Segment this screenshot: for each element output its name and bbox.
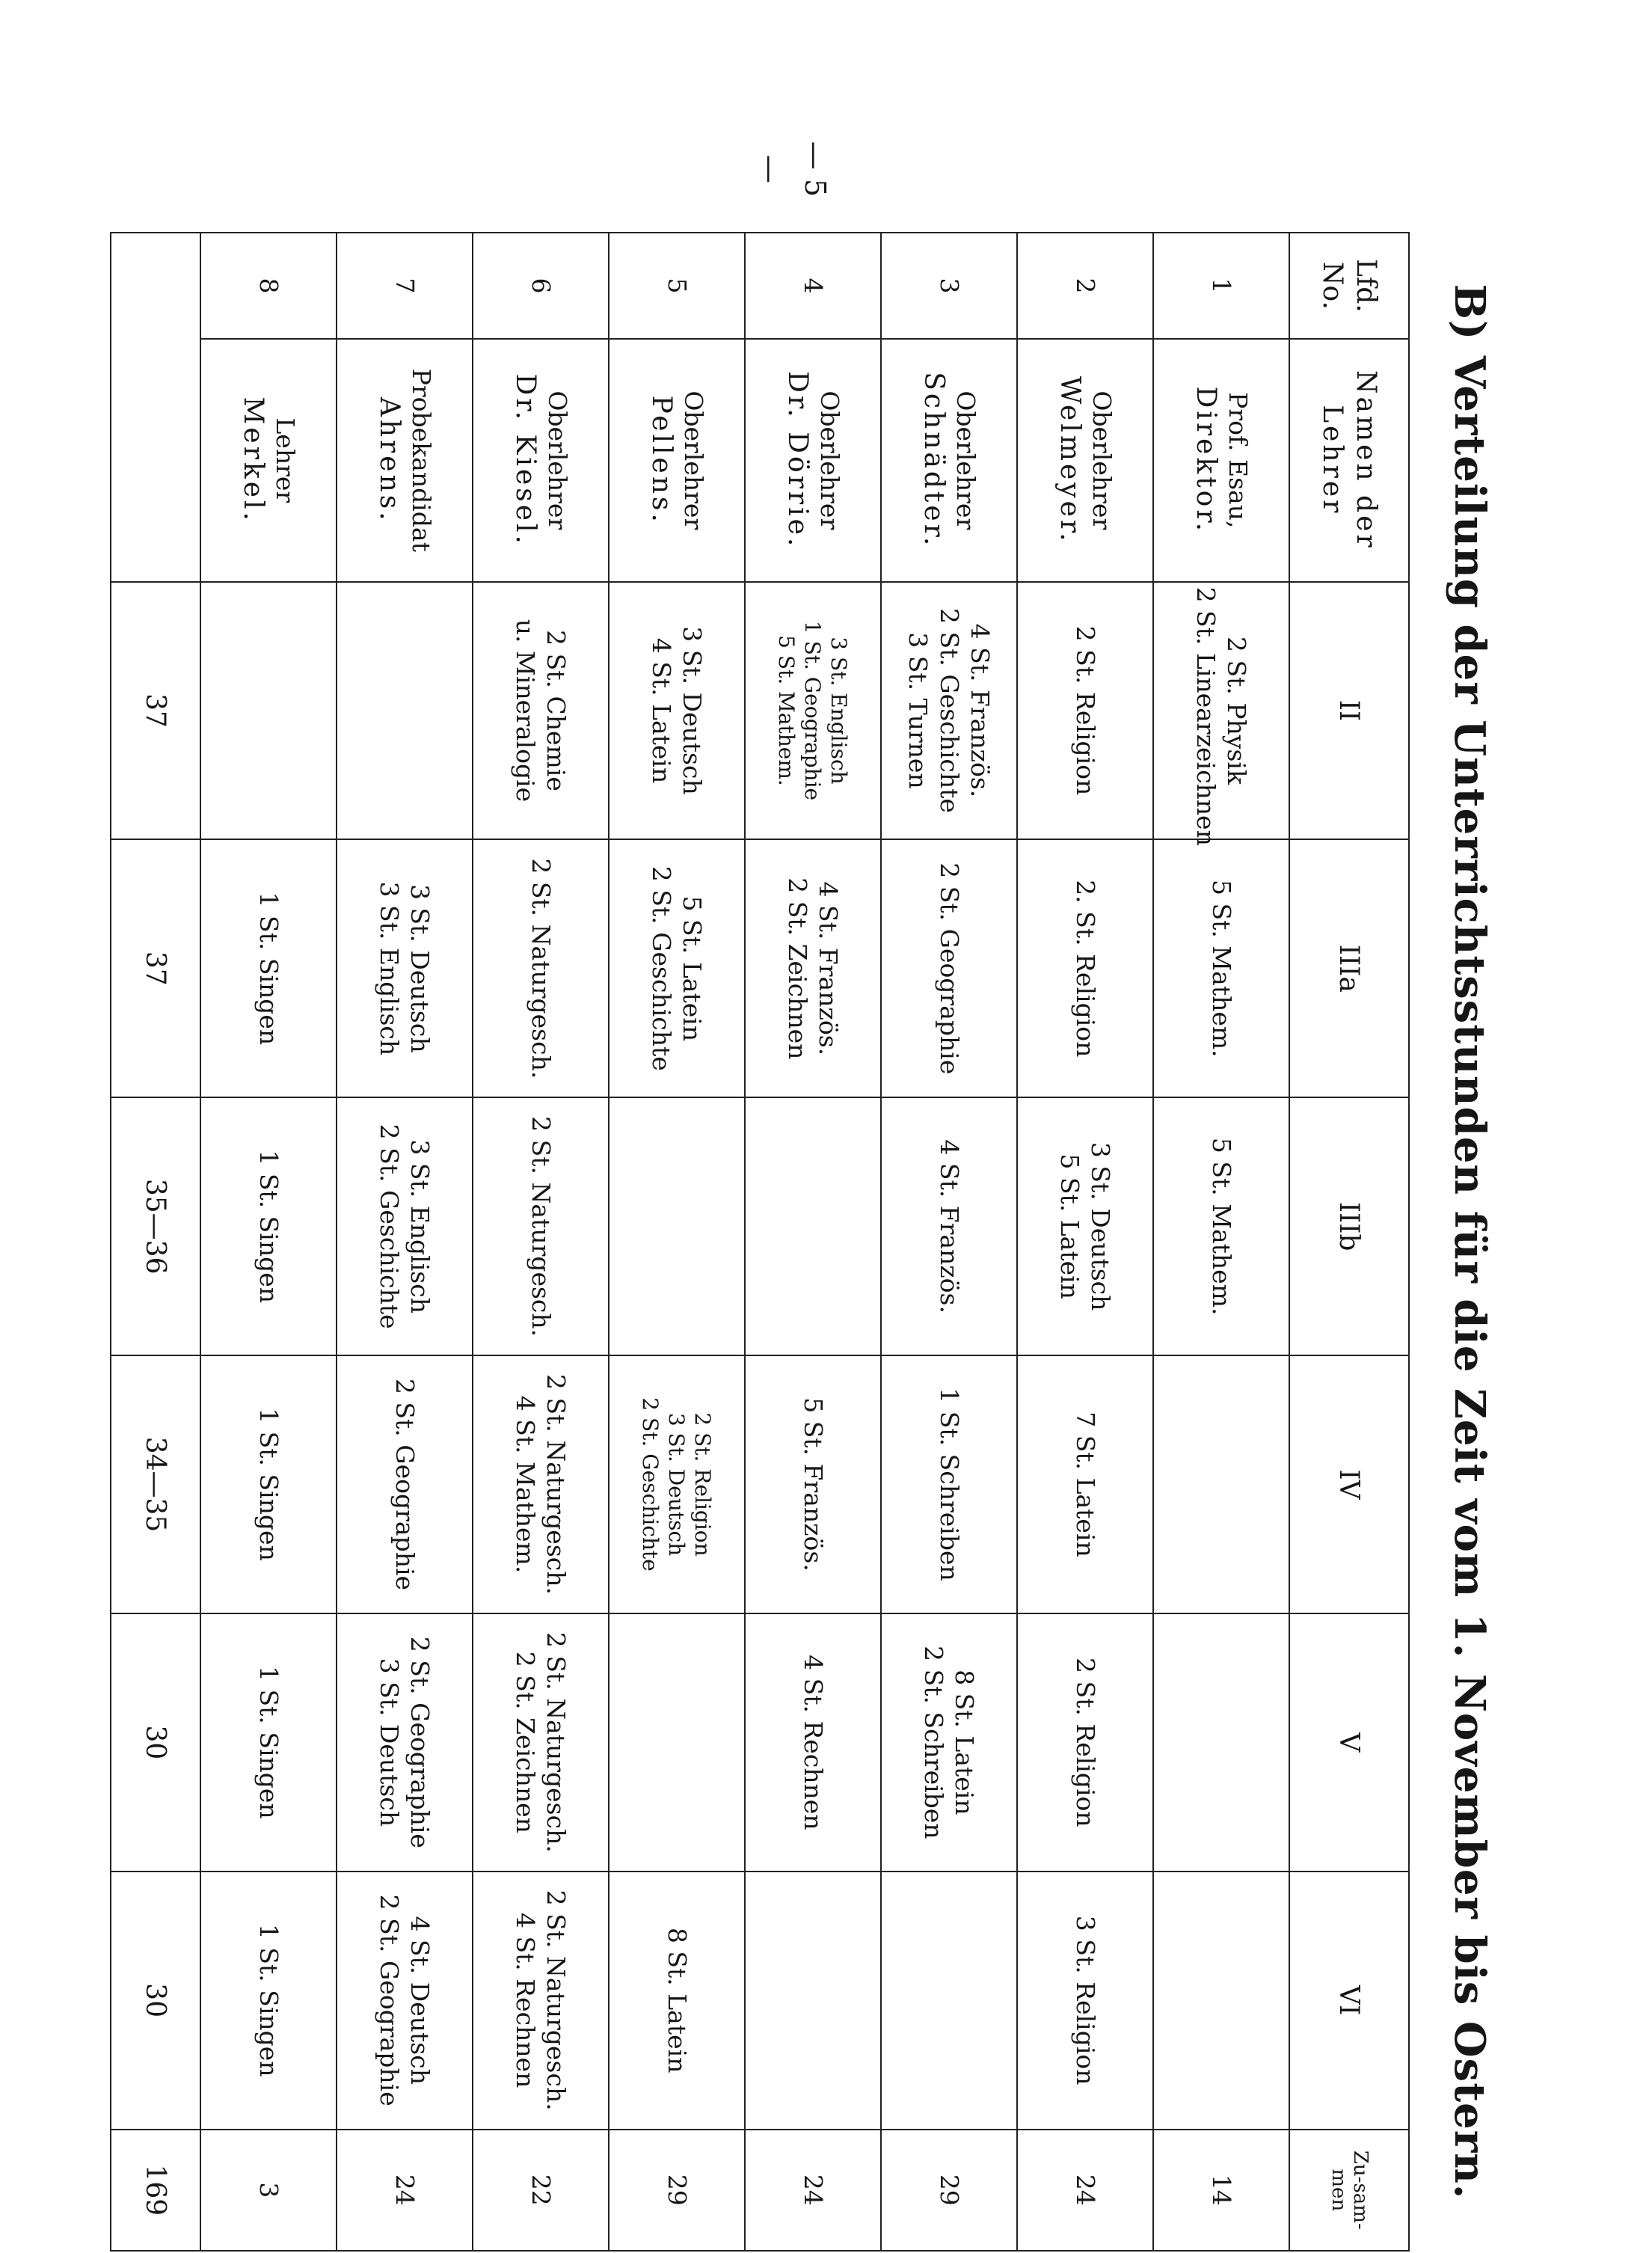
table-row — [609, 233, 745, 2251]
rotated-table-frame — [140, 232, 1514, 2252]
lesson-cell — [609, 1097, 745, 1355]
lesson-cell — [473, 1097, 609, 1355]
teacher-title: Oberlehrer — [543, 390, 573, 530]
teacher-name: Welmeyer. — [1054, 376, 1085, 545]
lesson-entry: 2. St. Religion — [1070, 880, 1100, 1058]
row-sum: 3 — [200, 2130, 337, 2251]
header-no: Lfd. No. — [1289, 233, 1409, 339]
lesson-entry: 2 St. Geschichte — [647, 865, 676, 1071]
header-row — [1289, 233, 1409, 2251]
table-row — [200, 233, 337, 2251]
header-sum: Zu-sam-men — [1289, 2130, 1409, 2251]
lesson-entry: 4 St. Französ. — [814, 881, 844, 1056]
header-class-IIIa: IIIa — [1289, 839, 1409, 1097]
teacher-title: Prof. Esau, — [1223, 392, 1253, 529]
lesson-cell — [1153, 839, 1289, 1097]
lesson-cell — [473, 582, 609, 840]
header-class-V: V — [1289, 1613, 1409, 1872]
lesson-entry: 2 St. Naturgesch. — [541, 1889, 571, 2111]
class-total: 37 — [111, 839, 200, 1097]
lesson-entry: 3 St. Deutsch — [664, 1412, 690, 1557]
lesson-cell — [337, 1613, 473, 1872]
lesson-cell — [200, 1355, 337, 1613]
teacher-name-cell — [881, 339, 1017, 582]
lesson-cell — [745, 839, 881, 1097]
header-teacher-top: Namen der — [1351, 370, 1381, 551]
row-number: 8 — [200, 233, 337, 339]
lesson-entry: 4 St. Rechnen — [511, 1912, 540, 2088]
lesson-cell — [881, 1613, 1017, 1872]
lesson-entry: 2 St. Geographie — [405, 1636, 435, 1848]
teacher-name: Pellens. — [645, 395, 677, 525]
header-class-VI: VI — [1289, 1872, 1409, 2130]
lesson-cell — [200, 1097, 337, 1355]
lesson-entry: 2 St. Geographie — [934, 862, 964, 1075]
lesson-cell — [200, 582, 337, 840]
lesson-entry: 2 St. Geschichte — [638, 1397, 663, 1572]
teacher-name-cell — [609, 339, 745, 582]
lesson-cell — [1153, 1613, 1289, 1872]
lesson-entry: 7 St. Latein — [1070, 1411, 1100, 1557]
lesson-cell — [745, 582, 881, 840]
grand-total: 169 — [111, 2130, 200, 2251]
lesson-cell — [1017, 582, 1153, 840]
lesson-cell — [1153, 1355, 1289, 1613]
lesson-entry: 2 St. Schreiben — [919, 1646, 948, 1839]
lesson-entry: 2 St. Zeichnen — [783, 877, 812, 1060]
row-number: 1 — [1153, 233, 1289, 339]
row-number: 6 — [473, 233, 609, 339]
row-number: 4 — [745, 233, 881, 339]
lesson-cell — [745, 1872, 881, 2130]
lesson-entry: 3 St. Deutsch — [678, 626, 707, 795]
teacher-title: Oberlehrer — [1087, 390, 1117, 530]
lesson-cell — [609, 582, 745, 840]
teacher-title: Probekandidat — [407, 368, 437, 552]
lesson-cell — [473, 839, 609, 1097]
lesson-entry: 3 St. Deutsch — [1086, 1141, 1116, 1311]
header-teacher — [1289, 339, 1409, 582]
lesson-cell — [200, 839, 337, 1097]
totals-row — [111, 233, 200, 2251]
lesson-cell — [745, 1613, 881, 1872]
lesson-entry: 2 St. Naturgesch. — [541, 1374, 571, 1596]
table-row — [1153, 233, 1289, 2251]
lesson-cell — [609, 839, 745, 1097]
lesson-entry: 5 St. Mathem. — [1206, 1137, 1236, 1316]
row-sum: 24 — [337, 2130, 473, 2251]
lesson-entry: 2 St. Naturgesch. — [526, 858, 556, 1079]
lesson-entry: 2 St. Geographie — [390, 1378, 420, 1591]
lesson-cell — [1017, 1097, 1153, 1355]
lesson-entry: 5 St. Mathem. — [774, 635, 799, 786]
class-total: 30 — [111, 1872, 200, 2130]
lesson-cell — [337, 582, 473, 840]
row-sum: 29 — [609, 2130, 745, 2251]
lesson-entry: 3 St. Deutsch — [405, 884, 435, 1053]
header-class-II: II — [1289, 582, 1409, 840]
lesson-entry: 2 St. Geographie — [375, 1894, 404, 2106]
lesson-entry: 1 St. Geographie — [800, 620, 826, 801]
lesson-entry: 2 St. Chemie — [541, 630, 571, 791]
class-total: 37 — [111, 582, 200, 840]
row-sum: 29 — [881, 2130, 1017, 2251]
lesson-entry: 2 St. Religion — [1070, 625, 1100, 796]
teacher-name: Dr. Kiesel. — [509, 373, 541, 547]
row-number: 2 — [1017, 233, 1153, 339]
lesson-entry: 2 St. Physik — [1222, 637, 1252, 785]
lesson-entry: 1 St. Singen — [254, 1150, 283, 1303]
page-number: — 5 — — [754, 141, 832, 197]
lesson-entry: 8 St. Latein — [662, 1927, 692, 2073]
lesson-entry: 2 St. Naturgesch. — [541, 1631, 571, 1853]
lesson-cell — [745, 1355, 881, 1613]
teacher-title: Oberlehrer — [815, 390, 845, 530]
lesson-entry: 3 St. Englisch — [375, 881, 404, 1056]
lesson-entry: 8 St. Latein — [950, 1670, 980, 1815]
lesson-entry: 3 St. Englisch — [826, 637, 852, 785]
lesson-entry: 3 St. Deutsch — [375, 1658, 404, 1827]
teacher-title: Lehrer — [271, 417, 301, 503]
lesson-entry: 4 St. Mathem. — [511, 1395, 540, 1574]
row-sum: 24 — [745, 2130, 881, 2251]
lesson-cell — [1017, 1355, 1153, 1613]
lesson-cell — [881, 1872, 1017, 2130]
lesson-entry: 4 St. Rechnen — [798, 1655, 828, 1830]
teacher-name-cell — [473, 339, 609, 582]
totals-label-cell — [111, 233, 200, 582]
lesson-cell — [1017, 1613, 1153, 1872]
lesson-entry: 4 St. Französ. — [965, 623, 995, 798]
row-number: 3 — [881, 233, 1017, 339]
lesson-cell — [1017, 839, 1153, 1097]
lesson-cell — [881, 1097, 1017, 1355]
shared-lesson-entry: 3 St. Turnen — [903, 632, 933, 789]
lesson-entry: 2 St. Geschichte — [934, 607, 964, 813]
lesson-cell — [337, 1872, 473, 2130]
row-sum: 14 — [1153, 2130, 1289, 2251]
table-title: B) Verteilung der Unterrichtsstunden für die Zeit vom 1. November bis Ostern. — [1445, 283, 1494, 2200]
schedule-table — [110, 232, 1410, 2252]
lesson-cell — [337, 839, 473, 1097]
lesson-cell — [1153, 1097, 1289, 1355]
lesson-cell — [609, 1355, 745, 1613]
table-row — [337, 233, 473, 2251]
lesson-cell — [473, 1613, 609, 1872]
teacher-name: Ahrens. — [373, 396, 405, 524]
lesson-entry: 5 St. Latein — [1055, 1153, 1084, 1299]
lesson-cell — [881, 1355, 1017, 1613]
table-row — [473, 233, 609, 2251]
table-row — [881, 233, 1017, 2251]
lesson-entry: 3 St. Englisch — [405, 1139, 435, 1314]
lesson-entry: 4 St. Latein — [647, 637, 676, 784]
class-total: 34—35 — [111, 1355, 200, 1613]
lesson-cell — [1153, 1872, 1289, 2130]
lesson-cell — [200, 1872, 337, 2130]
lesson-entry: 3 St. Religion — [1070, 1915, 1100, 2085]
lesson-entry: 2 St. Religion — [1070, 1658, 1100, 1827]
row-number: 5 — [609, 233, 745, 339]
lesson-cell — [473, 1872, 609, 2130]
table-row — [1017, 233, 1153, 2251]
lesson-entry: u. Mineralogie — [511, 619, 540, 803]
lesson-entry: 1 St. Singen — [254, 1923, 283, 2077]
lesson-entry: 2 St. Naturgesch. — [526, 1116, 556, 1337]
lesson-entry: 2 St. Geschichte — [375, 1124, 404, 1329]
lesson-cell — [745, 1097, 881, 1355]
lesson-cell — [609, 1872, 745, 2130]
shared-lesson-entry: 2 St. Linearzeichnen — [1191, 586, 1220, 846]
table-row — [745, 233, 881, 2251]
lesson-entry: 5 St. Mathem. — [1206, 880, 1236, 1058]
teacher-name-cell — [745, 339, 881, 582]
row-sum: 22 — [473, 2130, 609, 2251]
class-total: 30 — [111, 1613, 200, 1872]
lesson-entry: 2 St. Religion — [690, 1412, 716, 1557]
teacher-name-cell — [200, 339, 337, 582]
header-teacher-bottom: Lehrer — [1317, 405, 1348, 516]
lesson-cell — [200, 1613, 337, 1872]
header-class-IV: IV — [1289, 1355, 1409, 1613]
lesson-entry: 4 St. Französ. — [934, 1139, 964, 1314]
lesson-entry: 1 St. Singen — [254, 892, 283, 1046]
teacher-name: Schnädter. — [918, 372, 949, 549]
lesson-cell — [609, 1613, 745, 1872]
row-sum: 24 — [1017, 2130, 1153, 2251]
teacher-name-cell — [1153, 339, 1289, 582]
lesson-entry: 1 St. Singen — [254, 1666, 283, 1819]
teacher-name: Dr. Dörrie. — [782, 371, 813, 550]
lesson-entry: 5 St. Latein — [678, 895, 707, 1042]
teacher-name-cell — [337, 339, 473, 582]
lesson-entry: 4 St. Deutsch — [405, 1916, 435, 2085]
lesson-cell — [473, 1355, 609, 1613]
teacher-name: Direktor. — [1190, 386, 1221, 535]
lesson-entry: 1 St. Singen — [254, 1408, 283, 1561]
lesson-cell — [1017, 1872, 1153, 2130]
lesson-entry: 2 St. Zeichnen — [511, 1651, 540, 1833]
lesson-entry: 1 St. Schreiben — [934, 1388, 964, 1581]
schedule-body — [111, 233, 1289, 2251]
class-total: 35—36 — [111, 1097, 200, 1355]
lesson-cell — [881, 839, 1017, 1097]
lesson-cell — [337, 1355, 473, 1613]
lesson-cell — [1153, 582, 1289, 846]
lesson-entry: 5 St. Französ. — [798, 1397, 828, 1572]
teacher-name: Merkel. — [237, 396, 268, 524]
lesson-cell — [881, 582, 1017, 840]
teacher-name-cell — [1017, 339, 1153, 582]
row-number: 7 — [337, 233, 473, 339]
lesson-cell — [337, 1097, 473, 1355]
header-class-IIIb: IIIb — [1289, 1097, 1409, 1355]
teacher-title: Oberlehrer — [679, 390, 709, 530]
teacher-title: Oberlehrer — [951, 390, 981, 530]
